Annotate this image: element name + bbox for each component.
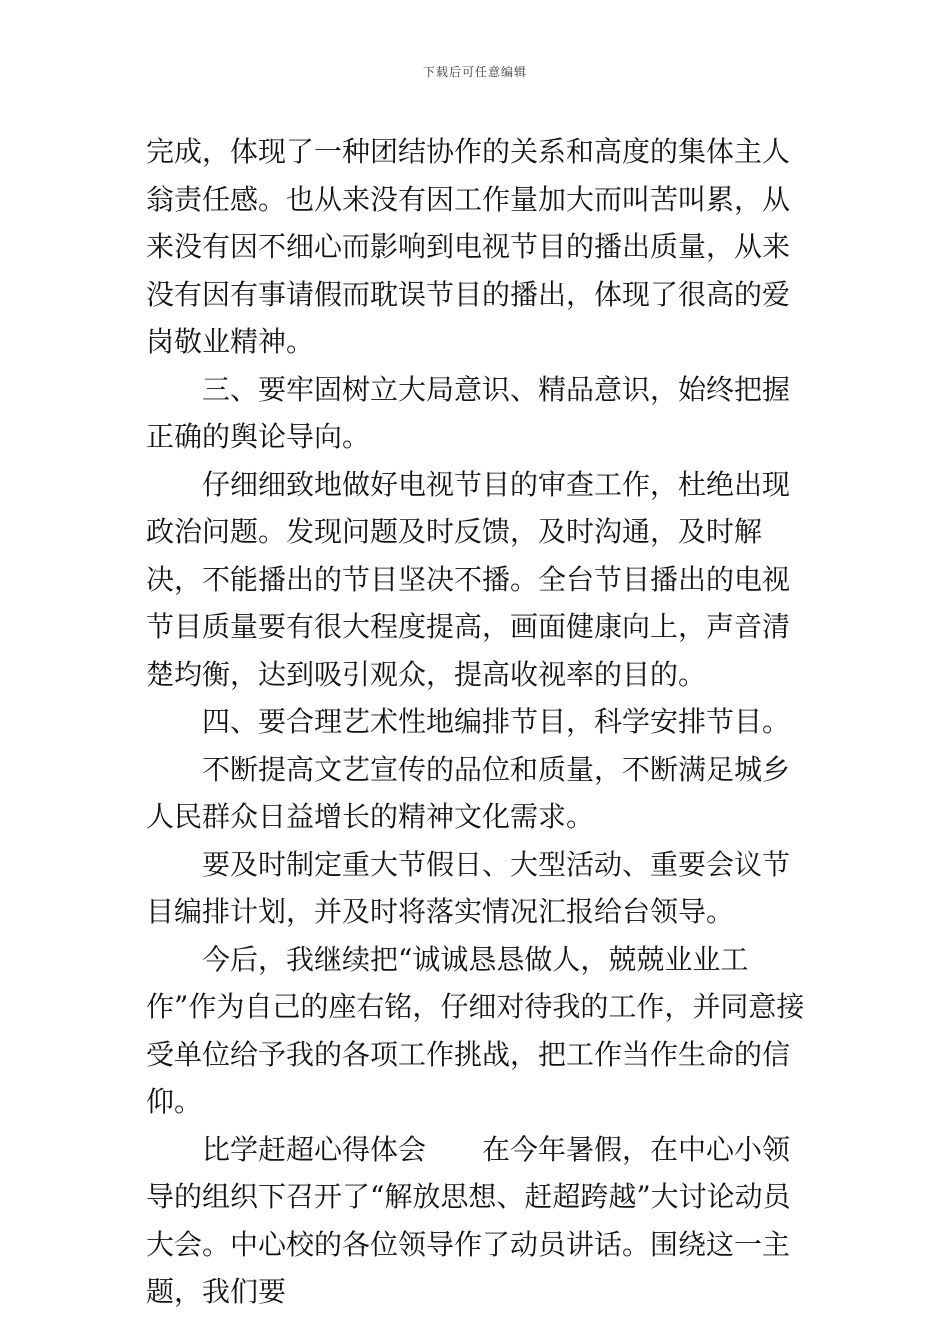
paragraph: 完成，体现了一种团结协作的关系和高度的集体主人翁责任感。也从来没有因工作量加大而叫苦叫累，从来没有因不细心而影响到电视节目的播出质量，从来没有因有事请假而耽误节目的播出，体现了很高的爱岗敬业精神。 (146, 135, 791, 358)
document-body (146, 128, 810, 1316)
paragraph: 仔细细致地做好电视节目的审查工作，杜绝出现政治问题。发现问题及时反馈，及时沟通，及时解决，不能播出的节目坚决不播。全台节目播出的电视节目质量要有很大程度提高，画面健康向上，声音清楚均衡，达到吸引观众，提高收视率的目的。 (146, 467, 791, 691)
page-header: 下载后可任意编辑 (422, 65, 527, 79)
section-heading-three: 三、要牢固树立大局意识、精品意识，始终把握正确的舆论导向。 (146, 372, 791, 453)
paragraph: 不断提高文艺宣传的品位和质量，不断满足城乡人民群众日益增长的精神文化需求。 (146, 752, 791, 833)
paragraph: 今后，我继续把“诚诚恳恳做人，兢兢业业工作”作为自己的座右铭，仔细对待我的工作，并同意接受单位给予我的各项工作挑战，把工作当作生命的信仰。 (146, 942, 805, 1118)
section-heading-four: 四、要合理艺术性地编排节目，科学安排节目。 (202, 705, 791, 738)
paragraph: 比学赶超心得体会 在今年暑假，在中心小领导的组织下召开了“解放思想、赶超跨越”大讨论动员大会。中心校的各位领导作了动员讲话。围绕这一主题，我们要 (146, 1132, 791, 1308)
paragraph: 要及时制定重大节假日、大型活动、重要会议节目编排计划，并及时将落实情况汇报给台领导。 (146, 847, 791, 928)
